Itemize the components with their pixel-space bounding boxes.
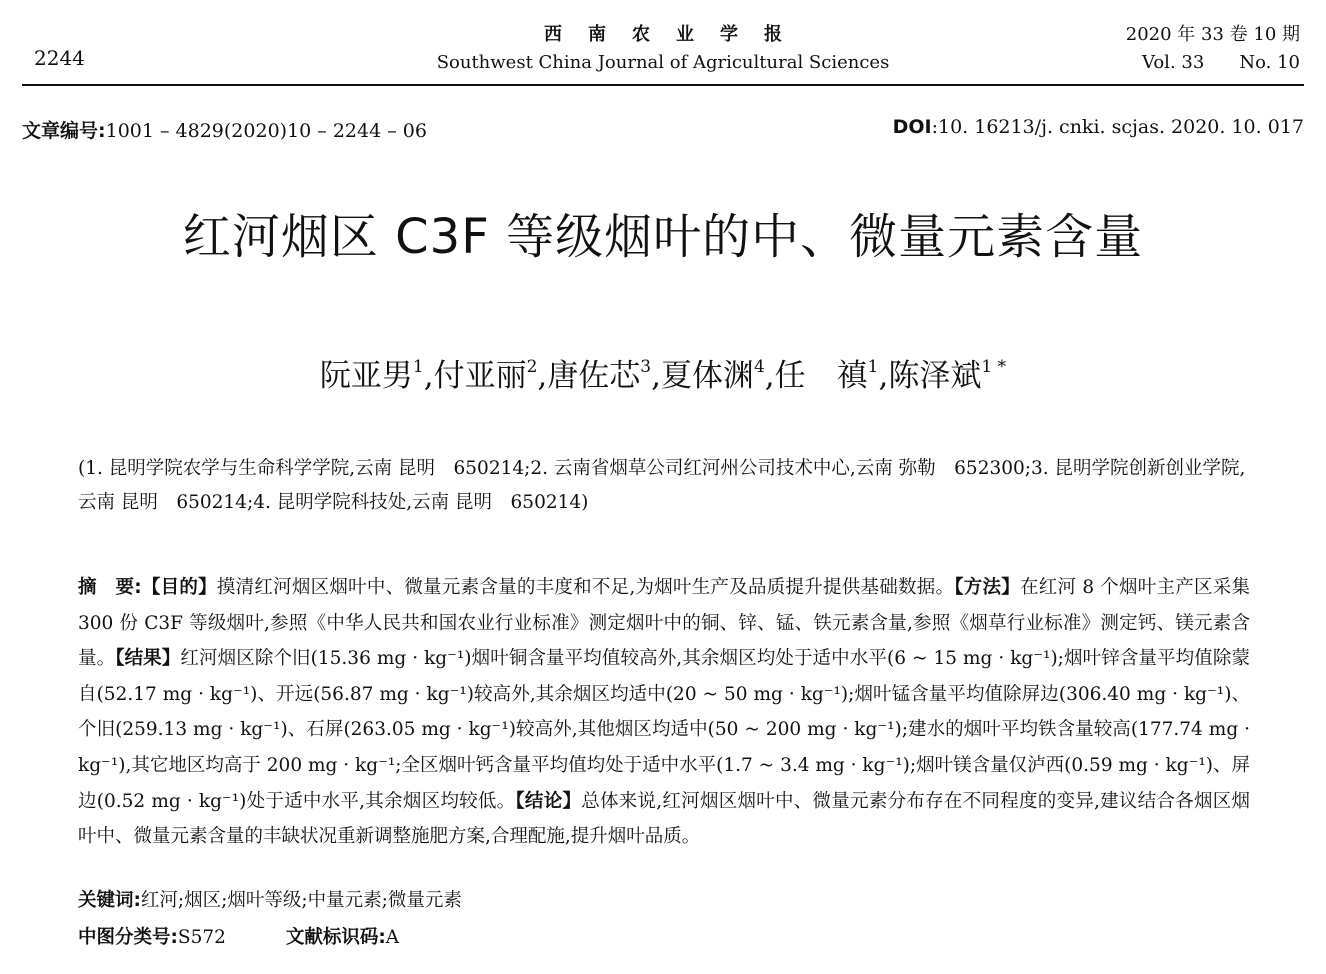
author-separator: ,: [651, 358, 661, 394]
issue-cn: 2020 年 33 卷 10 期: [1125, 24, 1300, 45]
paper-title: 红河烟区 C3F 等级烟叶的中、微量元素含量: [182, 209, 1144, 265]
purpose-text: 摸清红河烟区烟叶中、微量元素含量的丰度和不足,为烟叶生产及品质提升提供基础数据。: [216, 577, 955, 598]
page-number: 2244: [34, 46, 85, 70]
author-name: 唐佐芯: [547, 358, 641, 394]
clc-label: 中图分类号:: [78, 927, 178, 948]
author-affiliation-mark: 4: [753, 357, 765, 377]
classification: [78, 923, 399, 949]
result-text: 红河烟区除个旧(15.36 mg · kg⁻¹)烟叶铜含量平均值较高外,其余烟区均处于适中水平(6 ~ 15 mg · kg⁻¹);烟叶锌含量平均值除蒙自(52.17 mg · kg⁻¹)、开远(56.87 mg · kg⁻¹)较高外,其余烟区均适中(20 ~ 50 mg · kg⁻¹);烟叶锰含量平均值除屏边(306.40 mg · kg⁻¹)、个旧(259.13 mg · kg⁻¹)、石屏(263.05 mg · kg⁻¹)较高外,其他烟区均适中(50 ~ 200 mg · kg⁻¹);建水的烟叶平均铁含量较高(177.74 mg · kg⁻¹),其它地区均高于 200 mg · kg⁻¹;全区烟叶钙含量平均值均处于适中水平(1.7 ~ 3.4 mg · kg⁻¹);烟叶镁含量仅泸西(0.59 mg · kg⁻¹)、屏边(0.52 mg · kg⁻¹)处于适中水平,其余烟区均较低。: [78, 648, 1250, 812]
author-separator: ,: [423, 358, 434, 394]
article-number-value: 1001 – 4829(2020)10 – 2244 – 06: [105, 120, 427, 142]
purpose-label: 【目的】: [141, 577, 217, 598]
keywords: [78, 886, 462, 912]
keywords-label: 关键词:: [78, 890, 141, 911]
conclusion-text: 总体来说,红河烟区烟叶中、微量元素分布存在不同程度的变异,建议结合各烟区烟叶中、微量元素含量的丰缺状况重新调整施肥方案,合理配施,提升烟叶品质。: [78, 790, 1250, 848]
doc-code-label: 文献标识码:: [285, 927, 386, 948]
author-name: 任 禛: [774, 358, 868, 394]
article-number: [22, 116, 427, 143]
doi-label: DOI: [892, 116, 932, 138]
author-list: [0, 350, 1326, 395]
author-name: 陈泽斌: [888, 358, 982, 394]
keywords-value: 红河;烟区;烟叶等级;中量元素;微量元素: [140, 890, 462, 911]
abstract-label: 摘 要:: [78, 577, 142, 598]
doc-code-value: A: [385, 927, 400, 948]
author-separator: ,: [537, 358, 548, 394]
author-separator: ,: [764, 358, 775, 394]
header-rule: [22, 84, 1304, 86]
method-label: 【方法】: [954, 577, 1020, 598]
journal-name-en: Southwest China Journal of Agricultural Sciences: [436, 52, 890, 73]
affiliations: (1. 昆明学院农学与生命科学学院,云南 昆明 650214;2. 云南省烟草公司红河州公司技术中心,云南 弥勒 652300;3. 昆明学院创新创业学院,云南 昆明 650214;4. 昆明学院科技处,云南 昆明 650214): [78, 458, 1246, 513]
author-affiliation-mark: 2: [526, 357, 538, 377]
author-name: 夏体渊: [660, 358, 754, 394]
conclusion-label: 【结论】: [515, 790, 582, 812]
author-name: 付亚丽: [433, 358, 527, 394]
result-label: 【结果】: [115, 648, 181, 670]
journal-header: [22, 18, 1304, 82]
author-affiliation-mark: 3: [640, 357, 652, 377]
doi: [893, 116, 1304, 138]
doi-value: :10. 16213/j. cnki. scjas. 2020. 10. 017: [931, 116, 1304, 138]
issue-info: [1126, 20, 1300, 73]
author-affiliation-mark: 1: [867, 357, 879, 377]
journal-name-cn: 西南农业学报: [544, 24, 808, 45]
author-separator: ,: [878, 358, 889, 394]
article-number-label: 文章编号:: [22, 120, 106, 142]
journal-name: [22, 20, 1304, 73]
issue-number: No. 10: [1239, 52, 1300, 73]
author-affiliation-mark: 1: [412, 357, 424, 377]
author-affiliation-mark: 1 *: [981, 357, 1007, 377]
abstract: [78, 570, 1250, 855]
clc-value: S572: [177, 927, 226, 948]
volume: Vol. 33: [1142, 52, 1205, 73]
method-text: 在红河 8 个烟叶主产区采集300 份 C3F 等级烟叶,参照《中华人民共和国农业行业标准》测定烟叶中的铜、锌、锰、铁元素含量,参照《烟草行业标准》测定钙、镁元素含量。: [78, 577, 1250, 670]
author-name: 阮亚男: [319, 358, 413, 394]
